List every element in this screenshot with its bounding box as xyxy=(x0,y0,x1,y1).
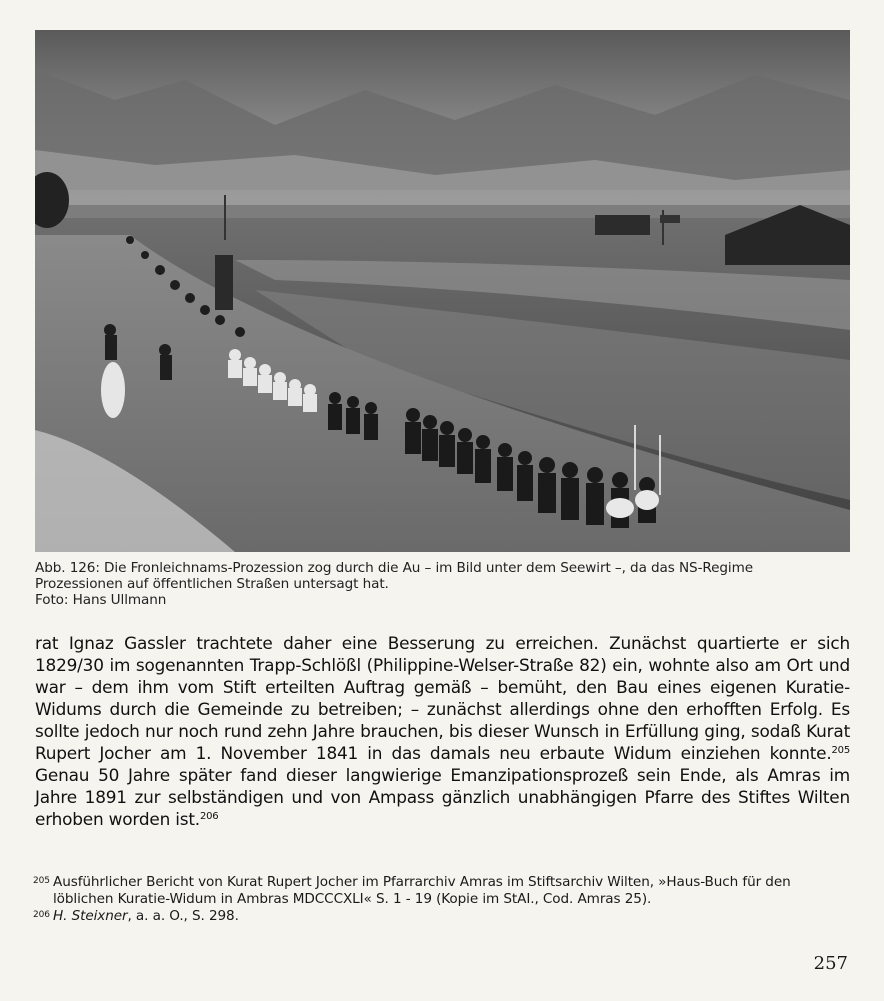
footnote-206 xyxy=(35,908,850,925)
photo-illustration xyxy=(35,30,850,552)
footnote-reference[interactable]: 205 xyxy=(831,745,850,756)
body-text-part-1: rat Ignaz Gassler trachtete daher eine Besserung zu erreichen. Zunächst quartierte er sich 1829/30 im sogenannten Trapp-Schlößl (Philippine-Welser-Straße 82) ein, wohnte also am Ort und war – dem ihm vom Stift erteilten Auftrag gemäß – bemüht, den Bau eines eigenen Kuratie-Widums durch die Gemeinde zu betreiben; – zunächst allerdings ohne den erhofften Erfolg. Es sollte jedoch nur noch rund zehn Jahre brauchen, bis dieser Wunsch in Erfüllung ging, sodaß Kurat Rupert Jocher am 1. November 1841 in das damals neu erbaute Widum einziehen konnte. xyxy=(35,633,850,763)
footnote-number: 205 xyxy=(33,876,50,886)
footnote-text: , a. a. O., S. 298. xyxy=(127,908,239,924)
body-paragraph xyxy=(35,632,850,830)
figure-caption xyxy=(35,560,850,608)
footnote-205 xyxy=(35,874,850,908)
caption-line-1: Abb. 126: Die Fronleichnams-Prozession zog durch die Au – im Bild unter dem Seewirt –, da das NS-Regime xyxy=(35,560,754,576)
procession-photo xyxy=(35,30,850,552)
photo-credit: Foto: Hans Ullmann xyxy=(35,592,167,608)
footnote-text: Ausführlicher Bericht von Kurat Rupert Jocher im Pfarrarchiv Amras im Stiftsarchiv Wilten, »Haus-Buch für den löblichen Kuratie-Widum in Ambras MDCCCXLI« S. 1 - 19 (Kopie im StAI., Cod. Amras 25). xyxy=(53,874,791,907)
page-number: 257 xyxy=(813,953,848,974)
body-text-part-2: Genau 50 Jahre später fand dieser langwierige Emanzipationsprozeß sein Ende, als Amras im Jahre 1891 zur selbständigen und von Ampass gänzlich unabhängigen Pfarre des Stiftes Wilten erhoben worden ist. xyxy=(35,765,850,829)
caption-line-2: Prozessionen auf öffentlichen Straßen untersagt hat. xyxy=(35,576,389,592)
footnotes xyxy=(35,874,850,925)
footnote-author: H. Steixner xyxy=(53,908,128,924)
footnote-reference[interactable]: 206 xyxy=(199,811,219,822)
footnote-number: 206 xyxy=(33,910,50,920)
